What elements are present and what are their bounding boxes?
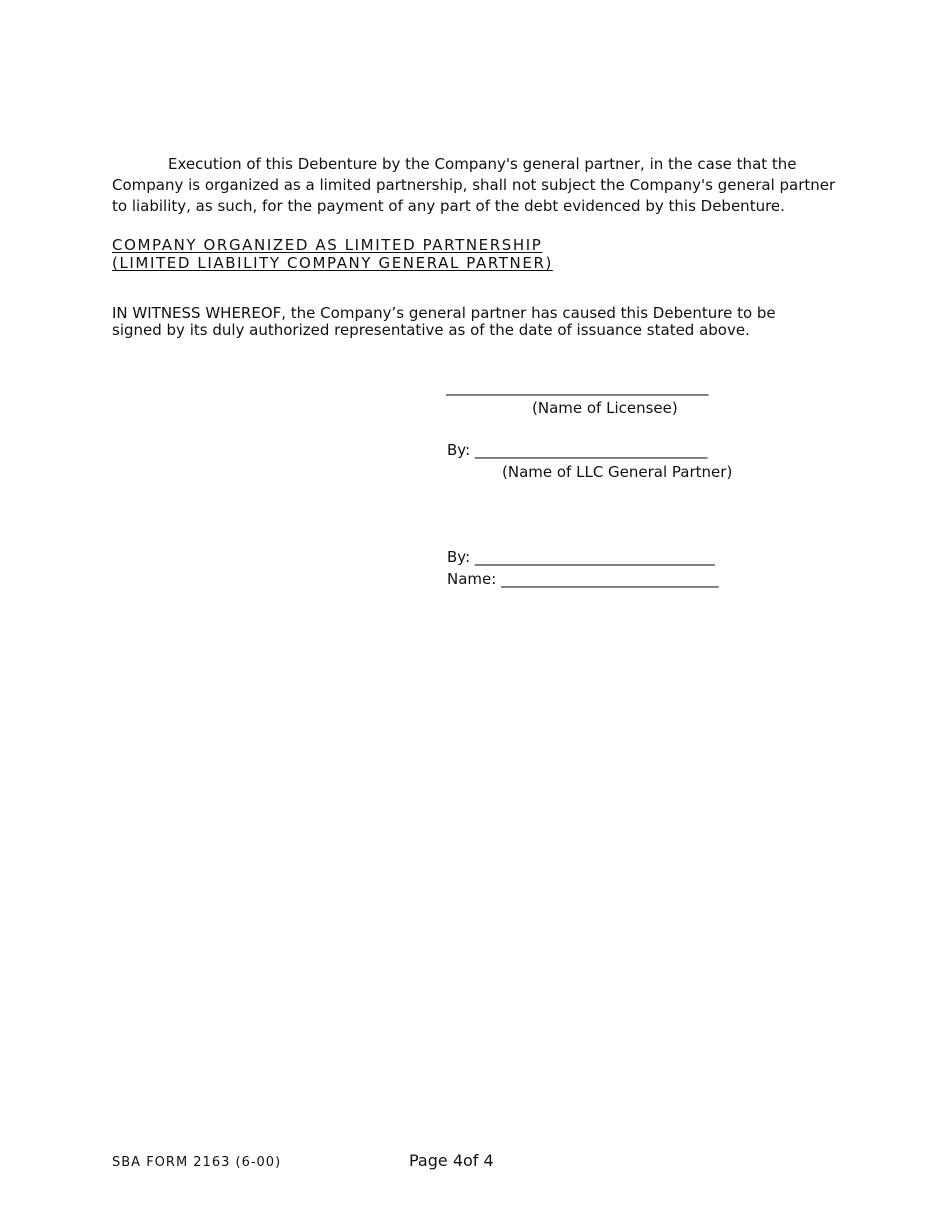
licensee-caption: (Name of Licensee) xyxy=(532,399,678,417)
execution-paragraph xyxy=(112,154,836,217)
section-heading xyxy=(112,236,553,272)
witness-line: signed by its duly authorized representative as of the date of issuance stated above. xyxy=(112,321,750,339)
witness-paragraph xyxy=(112,305,776,339)
paragraph-line: Execution of this Debenture by the Company's general partner, in the case that the xyxy=(168,155,797,173)
paragraph-line: to liability, as such, for the payment of any part of the debt evidenced by this Debenture. xyxy=(112,197,785,215)
page-number: Page 4of 4 xyxy=(409,1151,494,1170)
form-identifier: SBA FORM 2163 (6-00) xyxy=(112,1155,282,1170)
paragraph-line: Company is organized as a limited partnership, shall not subject the Company's general partner xyxy=(112,176,836,194)
heading-line: COMPANY ORGANIZED AS LIMITED PARTNERSHIP xyxy=(112,236,543,254)
representative-name-line: Name: _____________________________ xyxy=(447,570,719,588)
llc-partner-caption: (Name of LLC General Partner) xyxy=(502,463,733,481)
representative-signature-line: By: ________________________________ xyxy=(447,548,715,566)
licensee-signature-line: ___________________________________ xyxy=(446,378,709,396)
heading-line: (LIMITED LIABILITY COMPANY GENERAL PARTNER) xyxy=(112,254,553,272)
witness-line: IN WITNESS WHEREOF, the Company’s general partner has caused this Debenture to be xyxy=(112,304,776,322)
by-signature-line: By: _______________________________ xyxy=(447,441,708,459)
